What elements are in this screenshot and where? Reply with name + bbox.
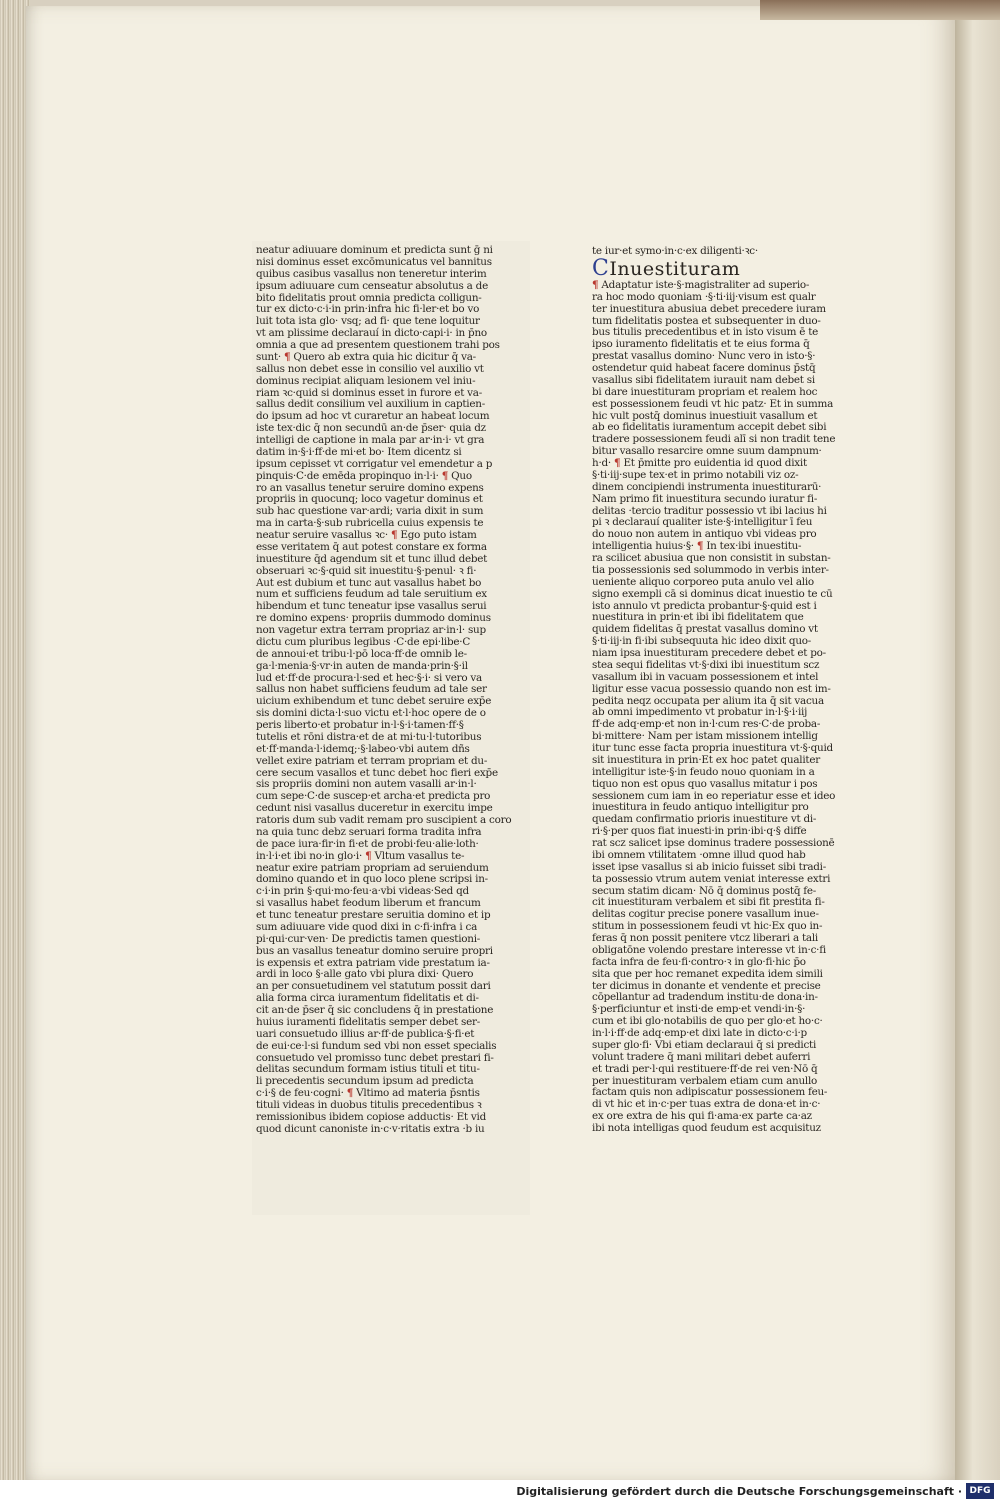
text-line: factam quis non adipiscatur possessionem feu-	[592, 1086, 828, 1099]
paragraph-mark: ¶	[592, 278, 599, 291]
text-line: ma in carta·§·sub rubricella cuius expensis te	[256, 517, 484, 530]
text-line: na quia tunc debz seruari forma tradita infra	[256, 825, 482, 838]
text-line: esse veritatem q̄ aut potest constare ex forma	[256, 540, 487, 553]
text-line: pedita neqz occupata per alium ita q̄ sit vacua	[592, 694, 824, 707]
text-line: consuetudo vel promisso tunc debet prestari fi-	[256, 1051, 494, 1064]
text-line: sub hac questione var·ardi; varia dixit in sum	[256, 505, 484, 518]
right-text-column	[588, 244, 868, 1208]
text-line: pinquis·C·de emēda propinquo in·l·i· ¶ Quo	[256, 469, 472, 482]
text-line: bitur vasallo resarcire omne suum dampnum·	[592, 445, 822, 458]
text-line: is expensis et extra patriam vide prestatum ia-	[256, 956, 490, 969]
text-line: sallus non debet esse in consilio vel auxilio vt	[256, 362, 484, 375]
text-line: remissionibus ibidem copiose adductis· Et vid	[256, 1110, 486, 1123]
text-line: ostendetur quid habeat facere dominus p̄stq̄	[592, 362, 816, 374]
text-line: c·i·in prin §·qui·mo·feu·a·vbi videas·Sed qd	[256, 885, 469, 898]
text-line: vt am plissime declarauí in dicto·capi·i· in p̄no	[256, 327, 487, 340]
left-text-column	[252, 241, 530, 1215]
text-line: ipso iuramento fidelitatis et te eius forma q̄	[592, 338, 810, 351]
text-line: ter dicimus in donante et vendente et precise	[592, 979, 821, 992]
dfg-logo: DFG	[966, 1483, 994, 1499]
text-line: §·ti·iij·in fi·ibi subsequuta hic ideo dixit quo-	[592, 635, 812, 648]
section-initial: C	[592, 255, 610, 281]
text-line: li precedentis secundum ipsum ad predicta	[256, 1075, 474, 1088]
text-line: dinem concipiendi instrumenta inuestiturarū·	[592, 480, 822, 493]
text-line: tituli videas in duobus titulis precedentibus ꝛ	[256, 1099, 482, 1111]
text-line: cere secum vasallos et tunc debet hoc fieri exp̄e	[256, 766, 498, 779]
text-line: tur ex dicto·c·i·in prin·infra hic fi·ler·et bo vo	[256, 303, 480, 316]
text-line: intelligitur iste·§·in feudo nouo quoniam in a	[592, 765, 815, 778]
text-line: inuestitura in feudo antiquo intelligitur pro	[592, 801, 809, 814]
text-line: sallus dedit consilium vel auxilium in captien-	[256, 398, 485, 411]
text-line: do ipsum ad hoc vt curaretur an habeat locum	[256, 410, 490, 423]
text-line: tia possessionis sed solummodo in verbis inter-	[592, 563, 829, 576]
text-line: delitas cogitur precise ponere vasallum inue-	[592, 908, 819, 921]
text-line: et tunc teneatur prestare seruitia domino et ip	[256, 909, 491, 921]
text-line: et tradi per·l·qui restituere·ff·de rei ven·Nō q̄	[592, 1062, 818, 1075]
right-column-body	[592, 280, 864, 1135]
text-line: ardi in loco §·alle gato vbi plura dixi· Quero	[256, 968, 474, 981]
text-line: signo exempli cā si dominus dicat inuestio te cū	[592, 587, 833, 600]
text-line: huius iuramenti fidelitatis semper debet ser-	[256, 1015, 481, 1028]
text-line: sum adiuuare vide quod dixi in c·fi·infra i ca	[256, 920, 478, 933]
text-line: volunt tradere q̄ mani militari debet auferri	[592, 1050, 811, 1063]
text-line: sallus non habet sufficiens feudum ad tale ser	[256, 683, 487, 696]
text-line: ligitur esse vacua possessio quando non est im-	[592, 682, 831, 695]
text-line: neatur seruire vasallus ꝛc· ¶ Ego puto istam	[256, 529, 477, 541]
text-line: bus an vasallus teneatur domino seruire propri	[256, 944, 493, 957]
text-line: et·ff·manda·l·idemq;·§·labeo·vbi autem dñs	[256, 742, 470, 755]
text-line: quedam confirmatio prioris inuestiture vt di-	[592, 813, 817, 826]
text-line: ratoris dum sub vadit remam pro suscipient a coro	[256, 814, 512, 826]
text-line: neatur adiuuare dominum et predicta sunt ḡ ni	[256, 244, 493, 256]
text-line: ipsum cepisset vt corrigatur vel emendetur a p	[256, 457, 493, 470]
text-line: rat scz salicet ipse dominus tradere possessionē	[592, 837, 835, 849]
text-line: itur tunc esse facta propria inuestitura vt·§·quid	[592, 742, 833, 754]
text-line: stea sequi fidelitas vt·§·dixi ibi inuestitum scz	[592, 658, 820, 671]
text-line: obseruari ꝛc·§·quid sit inuestitu·§·penul· ꝛ fi·	[256, 564, 477, 577]
text-line: ibi nota intelligas quod feudum est acquisituz	[592, 1122, 821, 1134]
text-line: an per consuetudinem vel statutum possit dari	[256, 980, 491, 993]
text-line: ibi omnem vtilitatem ·omne illud quod hab	[592, 848, 806, 861]
text-line: Aut est dubium et tunc aut vasallus habet bo	[256, 576, 482, 589]
text-line: per inuestituram verbalem etiam cum anullo	[592, 1074, 818, 1087]
book-page-edges-right	[955, 0, 1000, 1480]
section-title	[592, 255, 864, 281]
text-line: sis propriis domini non autem vasalli ar·in·l·	[256, 778, 477, 791]
text-line: ra hoc modo quoniam ·§·ti·iij·visum est qualr	[592, 290, 816, 303]
text-line: tutelis et rōni distra·et de at mi·tu·l·tutoribus	[256, 730, 482, 743]
text-line: ro an vasallus tenetur seruire domino expens	[256, 481, 484, 494]
text-line: dictu cum pluribus legibus ·C·de epi·libe·C	[256, 635, 471, 648]
paragraph-mark: ¶	[614, 457, 621, 469]
text-line: domino quando et in quo loco plene scripsi in-	[256, 873, 488, 886]
text-line: non vagetur extra terram propriaz ar·in·l· sup	[256, 624, 486, 636]
text-line: niam ipsa inuestituram precedere debet et po-	[592, 647, 826, 659]
text-line: cit an·de p̄ser q̄ sic concludens q̄ in prestatione	[256, 1004, 494, 1016]
running-header: te iur·et symo·in·c·ex diligenti·ꝛc·	[592, 245, 758, 257]
text-line: datim in·§·i·ff·de mi·et bo· Item dicentz si	[256, 445, 462, 458]
paragraph-mark: ¶	[365, 849, 372, 862]
text-line: sis domini dicta·l·suo victu et·l·hoc opere de o	[256, 707, 486, 720]
paragraph-mark: ¶	[696, 540, 704, 553]
text-line: secum statim dicam· Nō q̄ dominus postq̄ fe-	[592, 884, 817, 897]
text-line: delitas ·tercio traditur possessio vt ibi lacius hi	[592, 504, 827, 517]
text-line: feras q̄ non possit penitere vtcz liberari a tali	[592, 932, 818, 944]
text-line: est possessionem feudi vt hic patz· Et in summa	[592, 397, 834, 410]
text-line: bus titulis precedentibus et in isto visum ē te	[592, 326, 819, 339]
text-line: propriis in quocunq; loco vagetur dominus et	[256, 493, 483, 506]
text-line: facta infra de feu·fi·contro·ꝛ in glo·fi·hic p̄o	[592, 955, 806, 968]
text-line: sessionem cum iam in eo reperiatur esse et ideo	[592, 789, 836, 802]
text-line: §·ti·iij·supe tex·et in primo notabili viz oz-	[592, 468, 799, 481]
text-line: di vt hic et in·c·per tuas extra de dona·et in·c·	[592, 1098, 821, 1111]
text-line: iste tex·dic q̄ non secundū an·de p̄ser· quia dz	[256, 422, 486, 435]
text-line: ta possessio vtrum autem veniat interesse extri	[592, 872, 831, 885]
text-line: vasallum ibi in vacuam possessionem et intel	[592, 670, 819, 683]
text-line: uicium exhibendum et tunc debet seruire exp̄e	[256, 695, 492, 708]
text-line: super glo·fi· Vbi etiam declaraui q̄ si predicti	[592, 1038, 817, 1051]
text-line: obligatōne volendo prestare interesse vt in·c·fi	[592, 943, 826, 956]
text-line: cum sepe·C·de suscep·et archa·et predicta pro	[256, 790, 491, 803]
text-line: peris liberto·et probatur in·l·§·i·tamen·ff·§	[256, 719, 464, 731]
text-line: de annoui·et tribu·l·pō loca·ff·de omnib le-	[256, 647, 467, 660]
text-line: re domino expens· propriis dummodo dominus	[256, 612, 491, 625]
text-line: sunt· ¶ Quero ab extra quia hic dicitur q̄ va-	[256, 350, 476, 363]
text-line: isto annulo vt predicta probantur·§·quid est i	[592, 599, 817, 612]
text-line: h·d· ¶ Et p̄mitte pro euidentia id quod dixit	[592, 457, 807, 469]
text-line: tradere possessionem feudi alī si non tradit tene	[592, 433, 836, 446]
text-line: lud et·ff·de procura·l·sed et hec·§·i· si vero va	[256, 671, 482, 684]
text-line: tum fidelitatis postea et subsequenter in duo-	[592, 314, 821, 327]
text-line: de pace iura·fir·in fi·et de probi·feu·alie·loth·	[256, 837, 479, 850]
text-line: quibus casibus vasallus non teneretur interim	[256, 267, 487, 280]
text-line: ra scilicet abusiua que non consistit in substan-	[592, 552, 831, 564]
text-line: cedunt nisi vasallus duceretur in exercitu impe	[256, 802, 493, 815]
text-line: stitum in possessionem feudi vt hic·Ex quo in-	[592, 920, 823, 933]
text-line: nisi dominus esset excōmunicatus vel bannitus	[256, 255, 492, 268]
text-line: ueniente aliquo corporeo puta anulo vel alio	[592, 575, 814, 588]
text-line: tiquo non est opus quo vasallus mitatur i pos	[592, 777, 818, 790]
text-line: omnia a que ad presentem questionem trahi pos	[256, 339, 500, 351]
text-line: cit inuestituram verbalem et sibi fit prestita fi-	[592, 896, 825, 909]
footer-bar	[0, 1480, 1000, 1504]
text-line: prestat vasallus domino· Nunc vero in isto·§·	[592, 350, 816, 363]
book-cover-corner	[760, 0, 1000, 20]
text-line: isset ipse vasallus si ab inicio fuisset sibi tradi-	[592, 860, 826, 873]
text-line: bito fidelitatis prout omnia predicta colligun-	[256, 291, 482, 304]
text-line: delitas secundum formam istius tituli et titu-	[256, 1063, 480, 1076]
text-line: ex ore extra de his qui fi·ama·ex parte ca·az	[592, 1110, 812, 1123]
text-line: quod dicunt canoniste in·c·v·ritatis extra ·b iu	[256, 1122, 485, 1135]
text-line: ab omni impedimento vt probatur in·l·§·i·iij	[592, 706, 808, 719]
text-line: luit tota ista glo· vsq; ad fi· que tene loquitur	[256, 315, 480, 328]
text-line: cum et ibi glo·notabilis de quo per glo·et ho·c·	[592, 1015, 823, 1028]
text-line: num et sufficiens feudum ad tale seruitium ex	[256, 588, 487, 601]
text-line: intelligentia huius·§· ¶ In tex·ibi inuestitu-	[592, 540, 802, 553]
text-line: ipsum adiuuare cum censeatur absolutus a de	[256, 279, 488, 292]
text-line: nuestitura in prin·et ibi ibi fidelitatem que	[592, 611, 804, 624]
text-line: in·l·i·et ibi no·in glo·i· ¶ Vltum vasallus te-	[256, 849, 465, 862]
section-title-text: Inuestituram	[609, 257, 741, 280]
paragraph-mark: ¶	[390, 529, 398, 541]
text-line: alia forma circa iuramentum fidelitatis et di-	[256, 992, 479, 1005]
text-line: ri·§·per quos fiat inuesti·in prin·ibi·q·§ diffe	[592, 825, 807, 838]
text-line: ¶ Adaptatur iste·§·magistraliter ad superio-	[592, 278, 810, 291]
text-line: inuestiture q̄d agendum sit et tunc illud debet	[256, 552, 488, 565]
text-line: bi·mittere· Nam per istam missionem intellig	[592, 730, 818, 743]
text-line: neatur exire patriam propriam ad seruiendum	[256, 861, 489, 874]
paragraph-mark: ¶	[284, 350, 291, 363]
text-line: §·perficiuntur et insti·de emp·et vendi·in·§·	[592, 1003, 806, 1016]
text-line: uari consuetudo illius ar·ff·de publica·§·fi·et	[256, 1027, 475, 1040]
text-line: ga·l·menia·§·vr·in auten de manda·prin·§·il	[256, 659, 468, 672]
text-line: pi·qui·cur·ven· De predictis tamen questioni-	[256, 932, 481, 945]
text-line: cōpellantur ad tradendum institu·de dona·in-	[592, 991, 818, 1004]
text-line: vellet exire patriam et terram propriam et du-	[256, 754, 488, 767]
text-line: in·l·i·ff·de adq·emp·et dixi late in dicto·c·i·p	[592, 1027, 807, 1039]
text-line: hic vult postq̄ dominus inuestiuit vasallum et	[592, 409, 818, 422]
text-line: ter inuestitura abusiua debet precedere iuram	[592, 302, 826, 315]
text-line: pi ꝛ declarauí qualiter iste·§·intelligitur ī feu	[592, 516, 813, 529]
text-line: de eui·ce·l·si fundum sed vbi non esset specialis	[256, 1039, 497, 1052]
text-line: vasallus sibi fidelitatem iurauit nam debet si	[592, 373, 815, 386]
text-line: sita que per hoc remanet expedita idem simili	[592, 967, 823, 980]
paragraph-mark: ¶	[346, 1087, 354, 1100]
text-line: sit inuestitura in prin·Et ex hoc patet qualiter	[592, 753, 820, 766]
text-line: ff·de adq·emp·et non in·l·cum res·C·de proba-	[592, 718, 821, 731]
text-line: do nouo non autem in antiquo vbi videas pro	[592, 528, 817, 541]
text-line: dominus recipiat aliquam lesionem vel iniu-	[256, 374, 476, 387]
funding-notice: Digitalisierung gefördert durch die Deutsche Forschungsgemeinschaft ·	[516, 1485, 962, 1498]
text-line: si vasallus habet feodum liberum et francum	[256, 897, 481, 910]
text-line: ab eo fidelitatis iuramentum accepit debet sibi	[592, 421, 827, 434]
text-line: bi dare inuestituram propriam et realem hoc	[592, 385, 818, 398]
paragraph-mark: ¶	[441, 469, 449, 482]
text-line: intelligi de captione in mala par ar·in·i· vt gra	[256, 434, 485, 446]
text-line: Nam primo fit inuestitura secundo iuratur fi-	[592, 492, 818, 505]
text-line: c·i·§ de feu·cogni· ¶ Vltimo ad materia p̄sntis	[256, 1087, 480, 1100]
text-line: riam ꝛc·quid si dominus esset in furore et va-	[256, 386, 483, 399]
text-line: hibendum et tunc teneatur ipse vasallus serui	[256, 600, 487, 613]
text-line: quidem fidelitas q̄ prestat vasallus domino vt	[592, 623, 818, 636]
